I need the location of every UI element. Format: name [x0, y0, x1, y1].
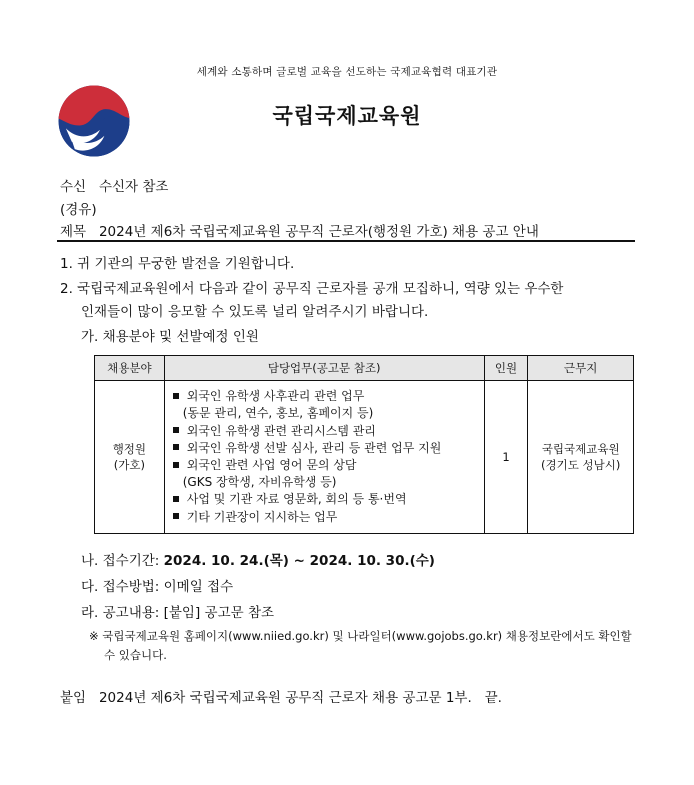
sub-item-ra: 라. 공고내용: [붙임] 공고문 참조: [81, 605, 275, 621]
attachment-line: [60, 686, 502, 706]
duty-item: 외국인 관련 사업 영어 문의 상담: [173, 457, 476, 474]
period-label: 나. 접수기간:: [81, 553, 160, 569]
note-line: ※ 국립국제교육원 홈페이지(www.niied.go.kr) 및 나라일터(www.gojobs.go.kr) 채용정보란에서도 확인할: [89, 629, 632, 643]
attachment-label: 붙임: [60, 690, 87, 706]
location-address: (경기도 성남시): [541, 458, 621, 472]
duty-item: 사업 및 기관 자료 영문화, 회의 등 통·번역: [173, 491, 476, 508]
subject-line: [60, 220, 539, 240]
period-value: 2024. 10. 24.(목) ~ 2024. 10. 30.(수): [163, 553, 435, 569]
duty-item: 외국인 유학생 선발 심사, 관리 등 관련 업무 지원: [173, 440, 476, 457]
table-header-duties: 담당업무(공고문 참조): [164, 356, 484, 381]
subject-value: 2024년 제6차 국립국제교육원 공무직 근로자(행정원 가호) 채용 공고 안내: [98, 224, 539, 240]
table-header-count: 인원: [484, 356, 528, 381]
body-item-2-continued: 인재들이 많이 응모할 수 있도록 널리 알려주시기 바랍니다.: [81, 304, 429, 320]
slogan: 세계와 소통하며 글로벌 교육을 선도하는 국제교육협력 대표기관: [196, 66, 498, 78]
body-item-2: 2. 국립국제교육원에서 다음과 같이 공무직 근로자를 공개 모집하니, 역량 있는 우수한: [60, 281, 564, 297]
field-subname: (가호): [113, 458, 145, 472]
subject-label: 제목: [60, 224, 87, 240]
sub-item-da: 다. 접수방법: 이메일 접수: [81, 579, 234, 595]
body-item-1: 1. 귀 기관의 무궁한 발전을 기원합니다.: [60, 256, 295, 272]
sub-item-ga: 가. 채용분야 및 선발예정 인원: [81, 329, 259, 345]
duty-item: 기타 기관장이 지시하는 업무: [173, 509, 476, 526]
sub-item-na: [81, 549, 435, 569]
square-bullet-icon: [173, 444, 179, 450]
location-name: 국립국제교육원: [541, 442, 620, 456]
recruitment-table: [94, 355, 634, 534]
duty-item-detail: (동문 관리, 연수, 홍보, 홈페이지 등): [182, 406, 374, 421]
count-cell: 1: [484, 381, 528, 534]
duty-item-detail: (GKS 장학생, 자비유학생 등): [182, 475, 337, 490]
table-header-field: 채용분야: [95, 356, 165, 381]
field-name: 행정원: [112, 442, 147, 456]
subject-divider: [57, 240, 635, 242]
table-header-location: 근무지: [528, 356, 634, 381]
recipient-label: 수신: [60, 179, 87, 195]
end-mark: 끝.: [484, 690, 502, 706]
organization-name: 국립국제교육원: [272, 104, 422, 128]
duties-cell: [164, 381, 484, 534]
recipient-value: 수신자 참조: [98, 179, 169, 195]
via-line: (경유): [60, 202, 97, 218]
duty-item: 외국인 유학생 사후관리 관련 업무: [173, 388, 476, 405]
square-bullet-icon: [173, 427, 179, 433]
duty-item: 외국인 유학생 관련 관리시스템 관리: [173, 423, 476, 440]
square-bullet-icon: [173, 513, 179, 519]
field-cell: [95, 381, 165, 534]
square-bullet-icon: [173, 393, 179, 399]
recipient-line: [60, 175, 168, 195]
table-row: [95, 381, 634, 534]
square-bullet-icon: [173, 462, 179, 468]
table-header-row: [95, 356, 634, 381]
note-line-continued: 수 있습니다.: [104, 648, 167, 662]
square-bullet-icon: [173, 496, 179, 502]
location-cell: [528, 381, 634, 534]
attachment-value: 2024년 제6차 국립국제교육원 공무직 근로자 채용 공고문 1부.: [98, 690, 472, 706]
